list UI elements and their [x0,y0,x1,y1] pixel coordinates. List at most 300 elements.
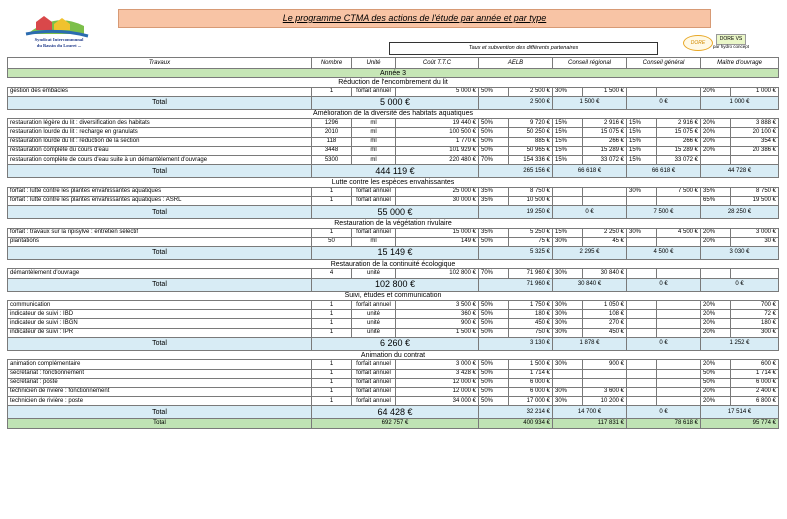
table-cell: forfait : lutte contre les plantes envahissantes aquatiques [8,187,312,196]
table-cell: indicateur de suivi : IBD [8,310,312,319]
table-cell: 270 € [583,319,627,328]
table-cell: indicateur de suivi : IBGN [8,319,312,328]
total-cell: 0 € [553,206,627,219]
table-row [8,397,779,406]
table-cell [583,196,627,205]
section-title-row [8,178,779,188]
logo-text [8,37,110,48]
grand-total-row [8,419,779,429]
total-cell: 66 618 € [627,165,701,178]
table-cell: 20% [701,310,731,319]
col-header: Unité [352,58,396,69]
table-cell: forfait annuel [352,87,396,96]
table-cell: 15 000 € [396,228,479,237]
section-title: Lutte contre les espèces envahissantes [8,178,779,188]
total-cell: 265 156 € [479,165,553,178]
table-cell: 50% [479,387,509,396]
table-cell: 30% [553,360,583,369]
table-cell [627,369,657,378]
table-cell: 3 428 € [396,369,479,378]
table-cell [657,196,701,205]
col-header: Conseil général [627,58,701,69]
total-row [8,165,779,178]
total-cell: Total [8,96,312,109]
table-cell: 2 916 € [657,119,701,128]
table-cell: 2010 [312,128,352,137]
table-cell: 9 720 € [509,119,553,128]
table-cell: secrétariat : poste [8,378,312,387]
table-row [8,301,779,310]
table-cell: 1 500 € [509,360,553,369]
table-cell: 20% [701,228,731,237]
table-cell: forfait : lutte contre les plantes envahissantes aquatiques : ASRL [8,196,312,205]
section-title-row [8,350,779,360]
subtitle-box: Taux et subvention des différents partenaires [389,42,658,55]
table-cell: 50% [479,137,509,146]
table-cell: 30% [627,187,657,196]
table-cell: restauration lourde du lit : recharge en granulats [8,128,312,137]
dore-logo: DORE [683,35,713,51]
grand-total-cell: 400 934 € [479,419,553,429]
table-cell: forfait annuel [352,378,396,387]
table-cell: 1 [312,187,352,196]
table-cell: 20% [701,128,731,137]
table-cell: 30% [553,269,583,278]
table-row [8,269,779,278]
grand-total-cell: 95 774 € [701,419,779,429]
table-cell: 72 € [731,310,779,319]
table-cell [701,269,731,278]
total-row [8,96,779,109]
total-cell: 0 € [701,278,779,291]
table-cell [657,87,701,96]
total-cell: 64 428 € [312,406,479,419]
total-cell: Total [8,406,312,419]
table-cell: 20% [701,119,731,128]
table-cell: 6 000 € [509,387,553,396]
table-cell: 15% [553,228,583,237]
table-cell: 19 440 € [396,119,479,128]
table-cell: communication [8,301,312,310]
total-row [8,337,779,350]
table-cell: 30% [627,228,657,237]
table-cell: 700 € [731,301,779,310]
total-cell: 102 800 € [312,278,479,291]
table-cell: 180 € [731,319,779,328]
table-cell: 20% [701,137,731,146]
table-cell: 3 600 € [583,387,627,396]
table-cell: 50% [479,146,509,155]
table-cell: 1 [312,228,352,237]
table-row [8,387,779,396]
section-title: Réduction de l'encombrement du lit [8,78,779,88]
section-title-row [8,78,779,88]
table-cell [657,369,701,378]
table-cell: 15% [553,137,583,146]
table-cell: forfait annuel [352,369,396,378]
table-cell: forfait annuel [352,360,396,369]
table-cell: 1 [312,301,352,310]
logo-line-1: Syndicat Intercommunal [34,37,84,42]
table-cell: 35% [479,187,509,196]
table-cell: 266 € [657,137,701,146]
table-cell: 900 € [583,360,627,369]
table-cell [627,387,657,396]
table-cell: 50% [479,378,509,387]
table-cell: unité [352,310,396,319]
table-cell: 15% [553,119,583,128]
col-header: AELB [479,58,553,69]
table-cell: 900 € [396,319,479,328]
table-cell: 1 [312,328,352,337]
table-cell [657,360,701,369]
table-cell: technicien de rivière : poste [8,397,312,406]
col-header: Coût T.T.C [396,58,479,69]
col-header: Travaux [8,58,312,69]
table-cell: restauration lourde du lit : réduction de la section [8,137,312,146]
table-cell [657,387,701,396]
table-cell [731,269,779,278]
total-cell: 17 514 € [701,406,779,419]
table-cell: 600 € [731,360,779,369]
table-cell: 30% [553,301,583,310]
table-cell [657,378,701,387]
table-cell: 50% [479,237,509,246]
table-cell: 50% [479,360,509,369]
section-title: Animation du contrat [8,350,779,360]
grand-total-cell: 692 757 € [312,419,479,429]
table-cell: 71 960 € [509,269,553,278]
total-cell: 6 260 € [312,337,479,350]
table-cell [731,155,779,164]
table-row [8,360,779,369]
total-row [8,278,779,291]
table-cell: 50% [701,378,731,387]
table-cell: 8 750 € [509,187,553,196]
table-cell: 1 714 € [509,369,553,378]
table-cell: restauration complète du cours d'eau [8,146,312,155]
table-cell: ml [352,155,396,164]
table-row [8,378,779,387]
table-row [8,146,779,155]
table-cell: 50 250 € [509,128,553,137]
table-row [8,319,779,328]
table-cell [627,310,657,319]
table-cell: 1 [312,196,352,205]
table-cell: 3448 [312,146,352,155]
table-cell: 6 000 € [509,378,553,387]
table-cell [627,319,657,328]
table-cell [627,328,657,337]
table-cell: 30% [553,87,583,96]
table-cell: forfait annuel [352,187,396,196]
total-cell: 1 252 € [701,337,779,350]
total-cell: 44 728 € [701,165,779,178]
col-header: Maître d'ouvrage [701,58,779,69]
table-row [8,237,779,246]
table-cell: 20% [701,237,731,246]
table-cell: 1 [312,310,352,319]
table-cell [627,269,657,278]
table-cell: 20% [701,301,731,310]
table-cell: 101 929 € [396,146,479,155]
table-cell: 20% [701,397,731,406]
table-cell: 30% [553,397,583,406]
total-cell: 1 878 € [553,337,627,350]
table-cell: 25 000 € [396,187,479,196]
table-cell: 4 [312,269,352,278]
table-cell: 50% [479,310,509,319]
total-row [8,206,779,219]
table-cell [657,328,701,337]
table-cell: 33 072 € [657,155,701,164]
dore-label: DORE VS [716,34,746,45]
table-cell: 1 [312,319,352,328]
total-cell: 444 119 € [312,165,479,178]
table-cell: forfait annuel [352,228,396,237]
table-cell: 149 € [396,237,479,246]
table-cell [627,237,657,246]
table-cell: secrétariat : fonctionnement [8,369,312,378]
table-cell: 35% [701,187,731,196]
table-cell [627,196,657,205]
table-cell: 885 € [509,137,553,146]
total-cell: 4 500 € [627,246,701,259]
table-cell: 20% [701,328,731,337]
table-row [8,310,779,319]
table-cell: 180 € [509,310,553,319]
table-row [8,155,779,164]
table-cell: 30% [553,237,583,246]
table-cell: 45 € [583,237,627,246]
total-cell: 19 250 € [479,206,553,219]
table-cell: 354 € [731,137,779,146]
table-cell: 50% [479,397,509,406]
table-cell: 1 [312,378,352,387]
table-cell: 2 916 € [583,119,627,128]
budget-table [7,57,779,429]
total-cell: 28 250 € [701,206,779,219]
total-cell: 55 000 € [312,206,479,219]
table-cell: animation complémentaire [8,360,312,369]
table-cell: 1 [312,87,352,96]
table-cell: 50% [479,319,509,328]
section-title-row [8,219,779,229]
total-row [8,406,779,419]
total-cell: 66 618 € [553,165,627,178]
table-cell: 15% [627,128,657,137]
table-cell: 3 000 € [731,228,779,237]
table-cell: 450 € [509,319,553,328]
total-cell: 0 € [627,406,701,419]
grand-total-cell: 78 618 € [627,419,701,429]
table-cell: démantèlement d'ouvrage [8,269,312,278]
total-cell: Total [8,206,312,219]
table-cell: 220 480 € [396,155,479,164]
table-cell: 15 289 € [657,146,701,155]
table-cell: ml [352,137,396,146]
table-cell [553,369,583,378]
table-cell: 15% [627,119,657,128]
section-title: Restauration de la continuité écologique [8,259,779,269]
table-cell: forfait annuel [352,387,396,396]
table-body [8,69,779,429]
table-cell: 1 500 € [583,87,627,96]
table-cell [657,310,701,319]
table-cell: unité [352,269,396,278]
section-title: Suivi, études et communication [8,291,779,301]
table-cell: 3 500 € [396,301,479,310]
table-cell: ml [352,237,396,246]
total-cell: 0 € [627,278,701,291]
grand-total-cell: 117 831 € [553,419,627,429]
table-cell: unité [352,328,396,337]
total-cell: 0 € [627,96,701,109]
table-cell: 118 [312,137,352,146]
table-cell: technicien de rivière : fonctionnement [8,387,312,396]
table-cell: 12 000 € [396,378,479,387]
table-cell: 2 500 € [509,87,553,96]
table-cell: gestion des embâcles [8,87,312,96]
table-cell: 450 € [583,328,627,337]
total-cell: 71 960 € [479,278,553,291]
table-cell: 30% [553,328,583,337]
table-cell: ml [352,146,396,155]
table-cell: ml [352,128,396,137]
table-cell [553,196,583,205]
table-cell: 1 714 € [731,369,779,378]
table-cell: 2 400 € [731,387,779,396]
table-cell: 50% [701,369,731,378]
table-row [8,228,779,237]
table-cell: 4 500 € [657,228,701,237]
total-cell: 30 840 € [553,278,627,291]
table-cell: 1 [312,369,352,378]
total-cell: 32 214 € [479,406,553,419]
table-cell: 30 000 € [396,196,479,205]
table-cell: 108 € [583,310,627,319]
year-row [8,69,779,78]
table-row [8,369,779,378]
table-cell: 8 750 € [731,187,779,196]
total-cell: 5 325 € [479,246,553,259]
table-cell [583,187,627,196]
table-cell: 5 250 € [509,228,553,237]
table-cell: 50% [479,328,509,337]
table-cell: 50 965 € [509,146,553,155]
table-cell: forfait : travaux sur la ripisylve : entretien sélectif [8,228,312,237]
table-cell: 30% [553,319,583,328]
table-cell: 50% [479,87,509,96]
table-cell: 15 075 € [583,128,627,137]
total-cell: 7 500 € [627,206,701,219]
table-cell: 75 € [509,237,553,246]
section-title-row [8,291,779,301]
total-cell: 15 149 € [312,246,479,259]
table-cell [553,378,583,387]
table-cell: 20 100 € [731,128,779,137]
total-cell: Total [8,165,312,178]
section-title: Amélioration de la diversité des habitats aquatiques [8,109,779,119]
section-title-row [8,259,779,269]
grand-total-cell: Total [8,419,312,429]
total-cell: 2 295 € [553,246,627,259]
total-cell: 5 000 € [312,96,479,109]
table-cell: 3 888 € [731,119,779,128]
year-label: Année 3 [8,69,779,78]
table-cell: 70% [479,269,509,278]
table-cell: 10 200 € [583,397,627,406]
table-cell: 7 500 € [657,187,701,196]
table-cell: indicateur de suivi : IPR [8,328,312,337]
table-row [8,87,779,96]
table-cell: 50% [479,301,509,310]
table-cell [657,269,701,278]
table-cell [583,369,627,378]
table-cell: 3 000 € [396,360,479,369]
table-cell: 20% [701,387,731,396]
total-cell: Total [8,246,312,259]
table-cell [701,155,731,164]
table-cell: 20% [701,87,731,96]
table-cell [627,378,657,387]
table-cell: 19 500 € [731,196,779,205]
table-cell: 30% [553,387,583,396]
table-row [8,187,779,196]
table-cell [657,319,701,328]
table-cell: 1 770 € [396,137,479,146]
table-cell: 1 050 € [583,301,627,310]
table-cell: 1 [312,397,352,406]
table-cell: 65% [701,196,731,205]
table-cell: 5300 [312,155,352,164]
table-row [8,196,779,205]
total-cell: 3 030 € [701,246,779,259]
total-row [8,246,779,259]
table-cell: 15% [553,128,583,137]
table-cell: 266 € [583,137,627,146]
table-cell: 20% [701,319,731,328]
table-cell: 33 072 € [583,155,627,164]
table-cell: 17 000 € [509,397,553,406]
table-cell [657,301,701,310]
section-title-row [8,109,779,119]
table-cell: 300 € [731,328,779,337]
dore-sublabel: par hydro concept [713,44,750,49]
table-cell: 20% [701,146,731,155]
table-cell: 15 075 € [657,128,701,137]
table-cell: 15 289 € [583,146,627,155]
table-row [8,137,779,146]
table-cell: 100 500 € [396,128,479,137]
table-cell: forfait annuel [352,397,396,406]
table-cell: 50% [479,369,509,378]
table-cell: forfait annuel [352,196,396,205]
table-cell: unité [352,319,396,328]
table-cell: 35% [479,228,509,237]
total-cell: 14 700 € [553,406,627,419]
header-row [8,58,779,69]
table-cell: 50% [479,119,509,128]
total-cell: Total [8,337,312,350]
table-cell: restauration légère du lit : diversification des habitats [8,119,312,128]
table-cell: 1296 [312,119,352,128]
table-row [8,128,779,137]
table-cell [553,187,583,196]
col-header: Nombre [312,58,352,69]
table-cell: 20% [701,360,731,369]
table-cell: 15% [627,137,657,146]
